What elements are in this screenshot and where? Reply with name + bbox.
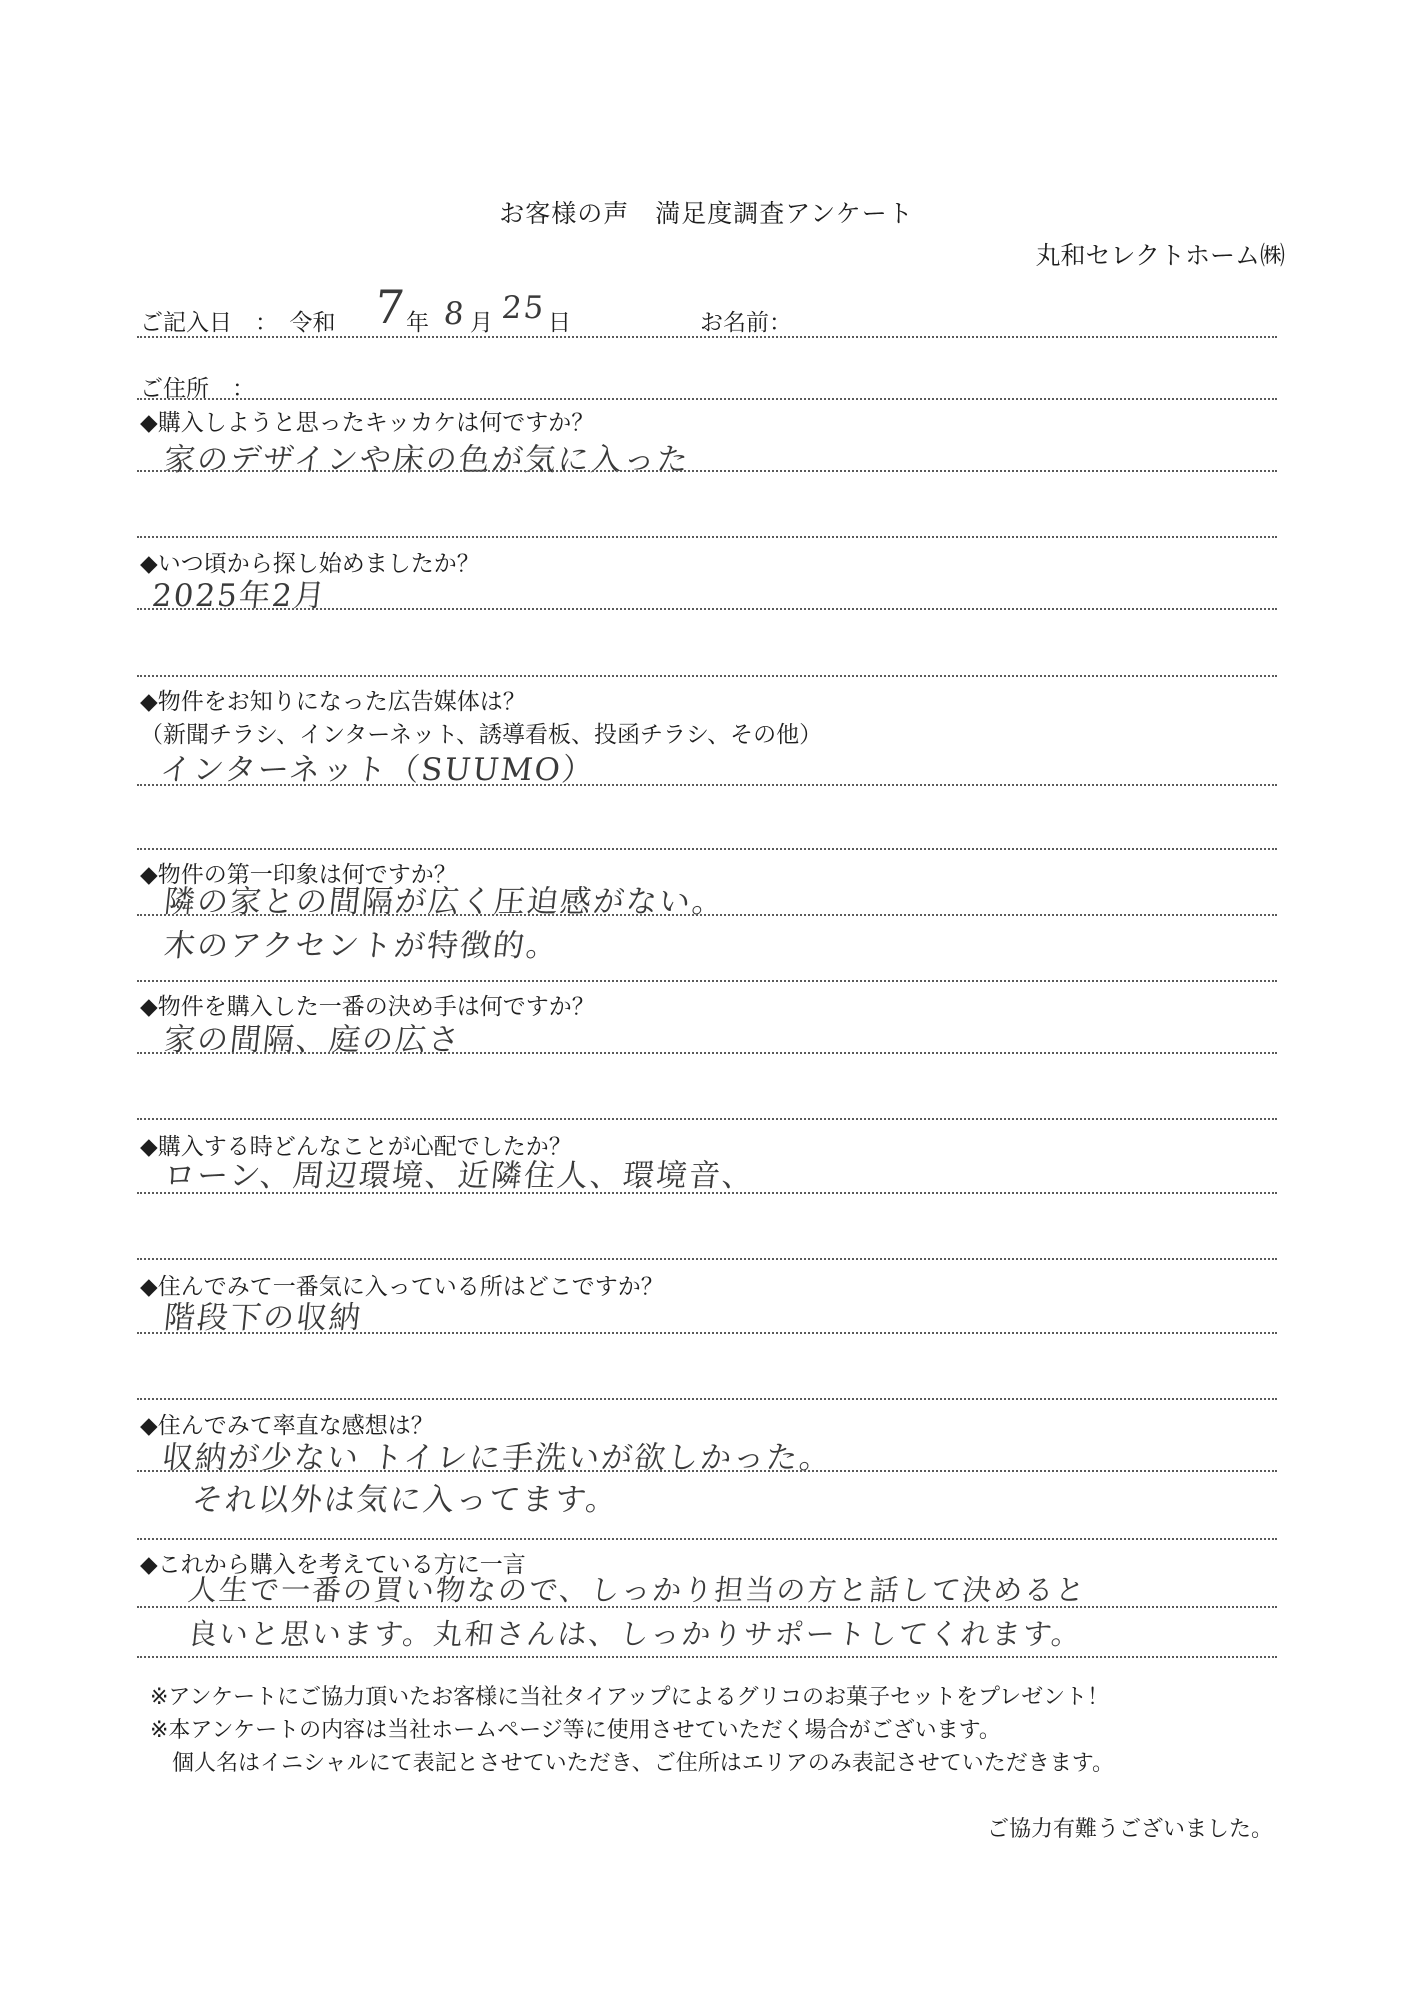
rule-line xyxy=(137,1398,1277,1400)
rule-line xyxy=(137,470,1277,472)
answer-text: インターネット（SUUMO） xyxy=(158,752,597,788)
rule-line xyxy=(137,1258,1277,1260)
rule-line xyxy=(137,1656,1277,1658)
rule-line xyxy=(137,1052,1277,1054)
answer-text: 2025年2月 xyxy=(150,578,329,614)
footer-note: ※本アンケートの内容は当社ホームページ等に使用させていただく場合がございます。 xyxy=(150,1718,1001,1743)
entry-day-unit: 日 xyxy=(548,310,571,336)
rule-line xyxy=(137,1192,1277,1194)
entry-date-label: ご記入日 ： 令和 xyxy=(140,310,336,336)
question-label: ◆いつ頃から探し始めましたか？ xyxy=(140,551,480,577)
entry-day-value: 25 xyxy=(500,290,548,326)
answer-text: 隣の家との間隔が広く圧迫感がない。 xyxy=(162,884,727,920)
question-label: ◆住んでみて率直な感想は？ xyxy=(140,1413,434,1439)
rule-line xyxy=(137,1332,1277,1334)
question-label: ◆物件を購入した一番の決め手は何ですか？ xyxy=(140,994,595,1020)
answer-text: ローン、周辺環境、近隣住人、環境音、 xyxy=(162,1158,757,1194)
answer-text: 階段下の収納 xyxy=(162,1300,364,1336)
rule-line xyxy=(137,398,1277,400)
answer-text: 人生で一番の買い物なので、しっかり担当の方と話して決めると xyxy=(186,1573,1089,1607)
address-label: ご住所 ： xyxy=(140,376,255,402)
question-sublabel: （新聞チラシ、インターネット、誘導看板、投函チラシ、その他） xyxy=(140,722,823,748)
rule-line xyxy=(137,536,1277,538)
company-name: 丸和セレクトホーム㈱ xyxy=(1035,241,1285,270)
rule-line xyxy=(137,914,1277,916)
footer-note: ※アンケートにご協力頂いたお客様に当社タイアップによるグリコのお菓子セットをプレゼント！ xyxy=(150,1685,1110,1710)
rule-line xyxy=(137,608,1277,610)
survey-title: お客様の声 満足度調査アンケート xyxy=(499,199,914,228)
rule-line xyxy=(137,675,1277,677)
question-label: ◆物件の第一印象は何ですか？ xyxy=(140,862,457,888)
answer-text: それ以外は気に入ってます。 xyxy=(190,1482,621,1518)
question-label: ◆物件をお知りになった広告媒体は？ xyxy=(140,689,526,715)
thanks-message: ご協力有難うございました。 xyxy=(986,1817,1273,1842)
answer-text: 良いと思います。丸和さんは、しっかりサポートしてくれます。 xyxy=(186,1617,1085,1651)
rule-line xyxy=(137,1470,1277,1472)
question-label: ◆これから購入を考えている方に一言 xyxy=(140,1552,526,1578)
question-label: ◆購入する時どんなことが心配でしたか？ xyxy=(140,1134,572,1160)
rule-line xyxy=(137,1118,1277,1120)
name-label: お名前： xyxy=(700,310,792,336)
question-label: ◆購入しようと思ったキッカケは何ですか？ xyxy=(140,410,595,436)
answer-text: 家の間隔、庭の広さ xyxy=(162,1022,463,1058)
entry-month-value: 8 xyxy=(442,296,468,332)
answer-text: 家のデザインや床の色が気に入った xyxy=(162,442,692,478)
footer-note: 個人名はイニシャルにて表記とさせていただき、ご住所はエリアのみ表記させていただきます。 xyxy=(172,1751,1115,1776)
rule-line xyxy=(137,336,1277,338)
rule-line xyxy=(137,848,1277,850)
entry-month-unit: 月 xyxy=(470,310,493,336)
rule-line xyxy=(137,1538,1277,1540)
rule-line xyxy=(137,1606,1277,1608)
rule-line xyxy=(137,980,1277,982)
answer-text: 収納が少ない トイレに手洗いが欲しかった。 xyxy=(160,1440,835,1476)
entry-year-unit: 年 xyxy=(406,310,429,336)
question-label: ◆住んでみて一番気に入っている所はどこですか？ xyxy=(140,1274,664,1300)
entry-year-value: 7 xyxy=(372,280,409,334)
answer-text: 木のアクセントが特徴的。 xyxy=(162,928,561,964)
rule-line xyxy=(137,784,1277,786)
